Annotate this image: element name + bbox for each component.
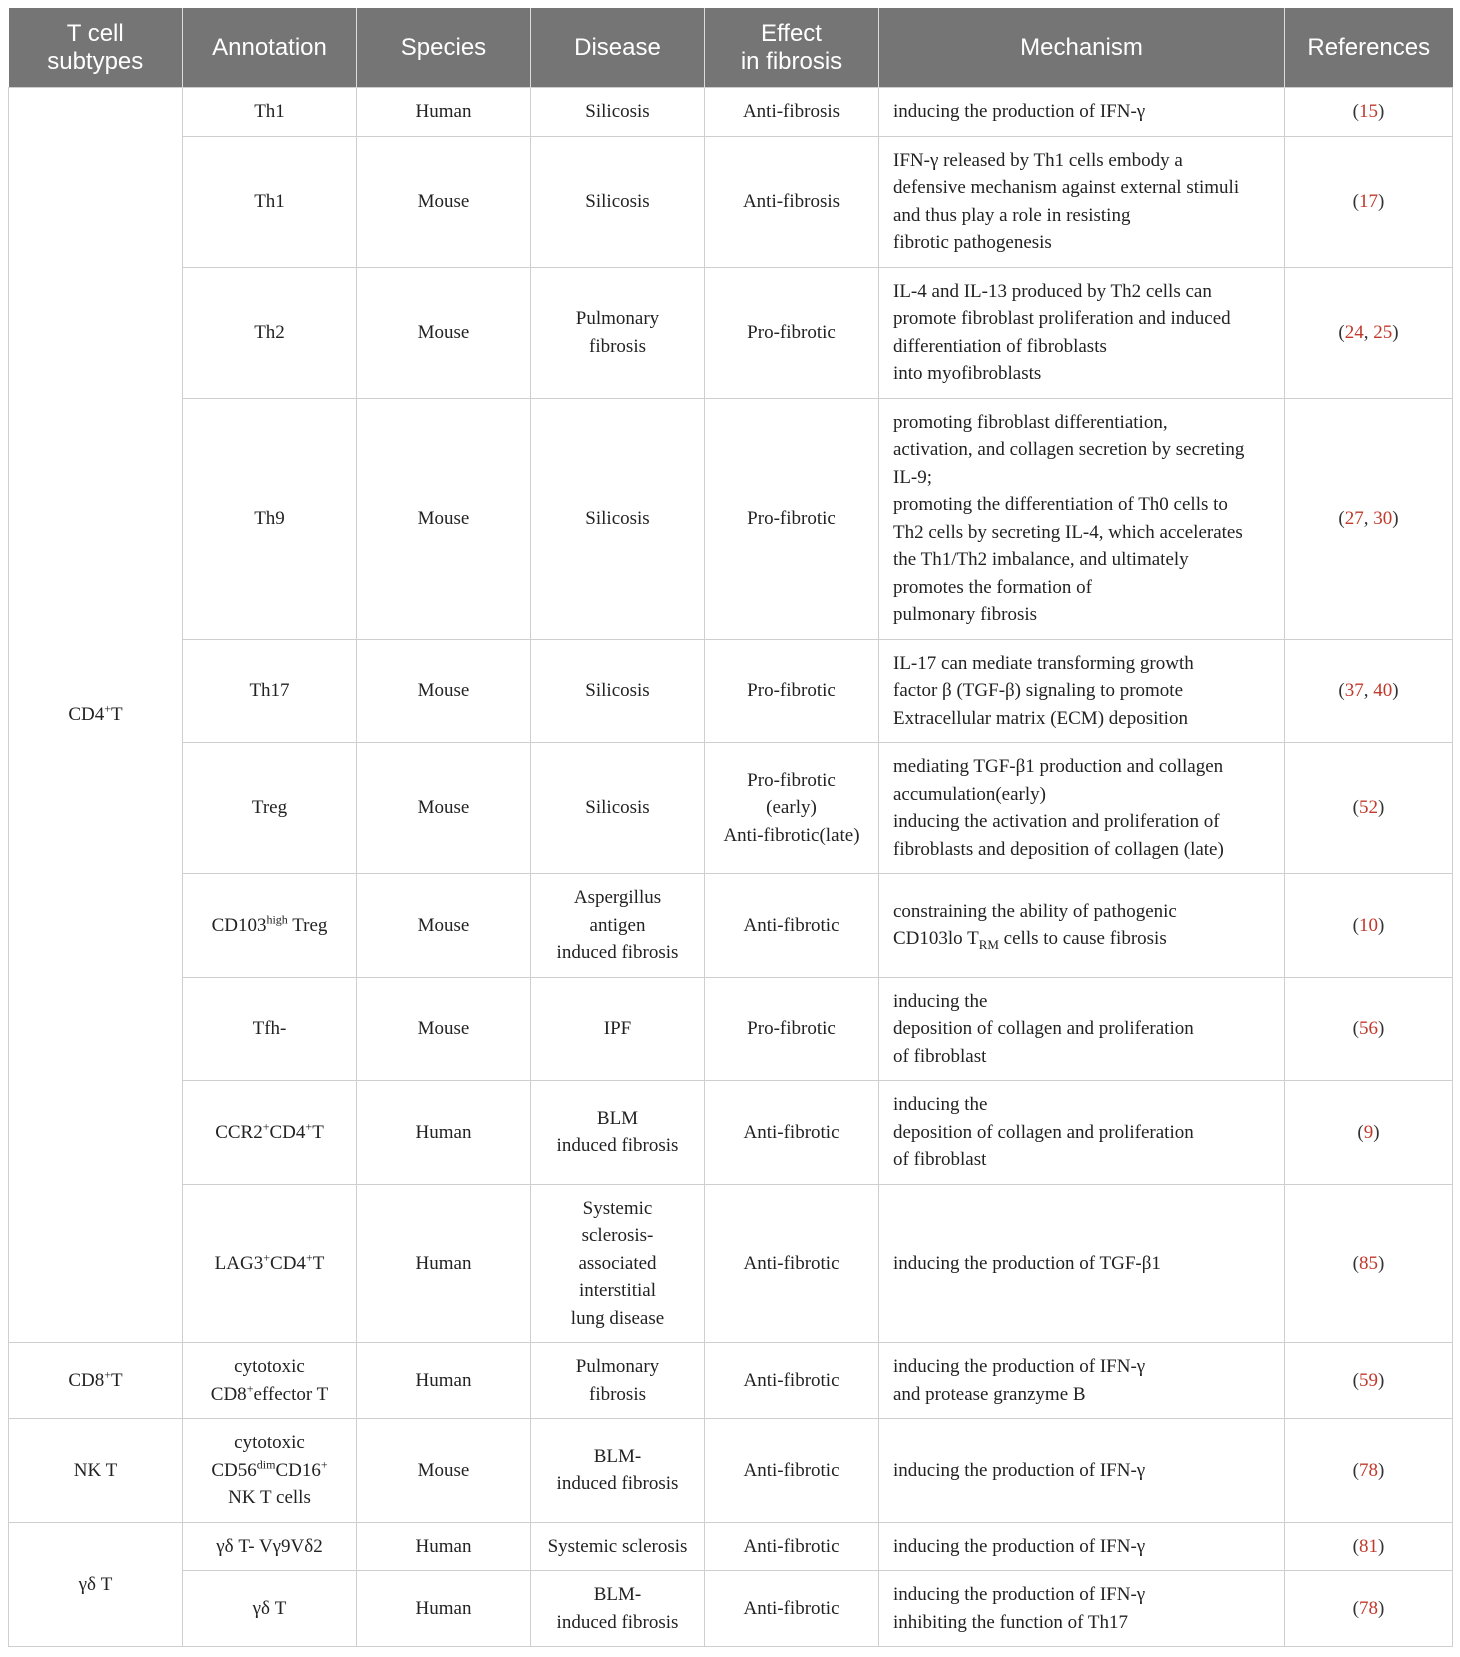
mechanism-cell: inducing the production of TGF-β1: [879, 1184, 1285, 1343]
table-row: [9, 639, 1453, 743]
disease-cell: BLM induced fibrosis: [531, 1081, 705, 1185]
disease-cell: Silicosis: [531, 88, 705, 137]
col-header-references: References: [1285, 8, 1453, 88]
reference-link[interactable]: 10: [1359, 914, 1378, 936]
reference-link[interactable]: 9: [1363, 1121, 1374, 1143]
reference-cell: (27, 30): [1285, 398, 1453, 639]
reference-cell: (85): [1285, 1184, 1453, 1343]
table-row: [9, 1522, 1453, 1571]
effect-cell: Anti-fibrotic: [705, 1081, 879, 1185]
mechanism-cell: inducing the production of IFN-γ: [879, 88, 1285, 137]
species-cell: Mouse: [357, 977, 531, 1081]
species-cell: Mouse: [357, 639, 531, 743]
species-cell: Mouse: [357, 743, 531, 874]
species-cell: Human: [357, 1522, 531, 1571]
annotation-cell: Treg: [183, 743, 357, 874]
reference-cell: (15): [1285, 88, 1453, 137]
mechanism-cell: IFN-γ released by Th1 cells embody a defensive mechanism against external stimuli and thus play a role in resisting fibrotic pathogenesis: [879, 136, 1285, 267]
mechanism-cell: inducing the deposition of collagen and proliferation of fibroblast: [879, 977, 1285, 1081]
table-row: [9, 1343, 1453, 1419]
reference-link[interactable]: 40: [1373, 680, 1393, 701]
effect-cell: Pro-fibrotic: [705, 977, 879, 1081]
disease-cell: Silicosis: [531, 136, 705, 267]
reference-link[interactable]: 37: [1344, 680, 1364, 701]
disease-cell: Pulmonary fibrosis: [531, 1343, 705, 1419]
reference-link[interactable]: 30: [1373, 507, 1393, 529]
reference-link[interactable]: 78: [1359, 1597, 1378, 1619]
mechanism-cell: inducing the production of IFN-γ: [879, 1419, 1285, 1523]
table-row: [9, 267, 1453, 398]
reference-cell: (10): [1285, 874, 1453, 978]
species-cell: Human: [357, 1081, 531, 1185]
species-cell: Human: [357, 88, 531, 137]
reference-cell: (78): [1285, 1571, 1453, 1647]
disease-cell: IPF: [531, 977, 705, 1081]
mechanism-cell: IL-4 and IL-13 produced by Th2 cells can promote fibroblast proliferation and induced differentiation of fibroblasts into myofibroblasts: [879, 267, 1285, 398]
group-cell-cd8: CD8+T: [9, 1343, 183, 1419]
species-cell: Mouse: [357, 398, 531, 639]
reference-link[interactable]: 15: [1359, 101, 1378, 122]
mechanism-cell: inducing the production of IFN-γ and protease granzyme B: [879, 1343, 1285, 1419]
reference-link[interactable]: 24: [1344, 321, 1364, 343]
species-cell: Mouse: [357, 267, 531, 398]
annotation-cell: Th17: [183, 639, 357, 743]
effect-cell: Anti-fibrotic: [705, 1571, 879, 1647]
disease-cell: BLM- induced fibrosis: [531, 1571, 705, 1647]
reference-cell: (81): [1285, 1522, 1453, 1571]
table-row: [9, 1419, 1453, 1523]
group-cell-nkt: NK T: [9, 1419, 183, 1523]
table-row: [9, 743, 1453, 874]
annotation-cell: Th9: [183, 398, 357, 639]
effect-cell: Pro-fibrotic: [705, 267, 879, 398]
disease-cell: Pulmonary fibrosis: [531, 267, 705, 398]
table-row: [9, 88, 1453, 137]
reference-cell: (56): [1285, 977, 1453, 1081]
table-row: [9, 977, 1453, 1081]
effect-cell: Pro-fibrotic: [705, 398, 879, 639]
species-cell: Human: [357, 1184, 531, 1343]
annotation-cell: CCR2+CD4+T: [183, 1081, 357, 1185]
annotation-cell: Th1: [183, 136, 357, 267]
col-header-subtypes: T cell subtypes: [9, 8, 183, 88]
reference-link[interactable]: 25: [1373, 321, 1393, 343]
table-row: [9, 1571, 1453, 1647]
species-cell: Mouse: [357, 1419, 531, 1523]
reference-cell: (59): [1285, 1343, 1453, 1419]
species-cell: Mouse: [357, 136, 531, 267]
table-row: [9, 1184, 1453, 1343]
mechanism-cell: mediating TGF-β1 production and collagen accumulation(early) inducing the activation and proliferation of fibroblasts and deposition of collagen (late): [879, 743, 1285, 874]
effect-cell: Anti-fibrotic: [705, 1184, 879, 1343]
annotation-cell: Tfh-: [183, 977, 357, 1081]
effect-cell: Anti-fibrotic: [705, 1522, 879, 1571]
group-cell-cd4: CD4+T: [9, 88, 183, 1343]
mechanism-cell: inducing the production of IFN-γ: [879, 1522, 1285, 1571]
group-cell-gammadelta: γδ T: [9, 1522, 183, 1647]
disease-cell: Aspergillus antigen induced fibrosis: [531, 874, 705, 978]
annotation-cell: LAG3+CD4+T: [183, 1184, 357, 1343]
reference-link[interactable]: 56: [1359, 1018, 1378, 1039]
effect-cell: Anti-fibrotic: [705, 1419, 879, 1523]
annotation-cell: cytotoxic CD8+effector T: [183, 1343, 357, 1419]
effect-cell: Anti-fibrosis: [705, 88, 879, 137]
reference-link[interactable]: 59: [1359, 1369, 1378, 1391]
col-header-mechanism: Mechanism: [879, 8, 1285, 88]
col-header-disease: Disease: [531, 8, 705, 88]
effect-cell: Anti-fibrosis: [705, 136, 879, 267]
header-row: [9, 8, 1453, 88]
annotation-cell: γδ T- Vγ9Vδ2: [183, 1522, 357, 1571]
annotation-cell: cytotoxic $CD56^{dim}CD16^+$ NK T cells: [183, 1419, 357, 1523]
reference-link[interactable]: 78: [1359, 1459, 1378, 1481]
species-cell: Mouse: [357, 874, 531, 978]
reference-cell: (9): [1285, 1081, 1453, 1185]
reference-cell: (52): [1285, 743, 1453, 874]
reference-link[interactable]: 27: [1344, 507, 1364, 529]
annotation-cell: γδ T: [183, 1571, 357, 1647]
reference-link[interactable]: 81: [1359, 1535, 1378, 1557]
col-header-annotation: Annotation: [183, 8, 357, 88]
col-header-species: Species: [357, 8, 531, 88]
t-cell-subtypes-table: [8, 8, 1453, 1647]
reference-link[interactable]: 52: [1359, 797, 1378, 819]
mechanism-cell: inducing the deposition of collagen and proliferation of fibroblast: [879, 1081, 1285, 1185]
reference-cell: (17): [1285, 136, 1453, 267]
effect-cell: Anti-fibrotic: [705, 874, 879, 978]
reference-link[interactable]: 85: [1359, 1252, 1378, 1274]
reference-link[interactable]: 17: [1359, 190, 1378, 212]
species-cell: Human: [357, 1343, 531, 1419]
mechanism-cell: inducing the production of IFN-γ inhibiting the function of Th17: [879, 1571, 1285, 1647]
disease-cell: Systemic sclerosis: [531, 1522, 705, 1571]
mechanism-cell: constraining the ability of pathogenic CD103lo $T_{RM}$ cells to cause fibrosis: [879, 874, 1285, 978]
annotation-cell: $CD103^{high}$ Treg: [183, 874, 357, 978]
species-cell: Human: [357, 1571, 531, 1647]
disease-cell: Systemic sclerosis- associated interstitial lung disease: [531, 1184, 705, 1343]
annotation-cell: Th1: [183, 88, 357, 137]
table-row: [9, 136, 1453, 267]
reference-cell: (78): [1285, 1419, 1453, 1523]
table-row: [9, 398, 1453, 639]
effect-cell: Pro-fibrotic: [705, 639, 879, 743]
disease-cell: Silicosis: [531, 639, 705, 743]
disease-cell: Silicosis: [531, 743, 705, 874]
table-row: [9, 1081, 1453, 1185]
reference-cell: (37, 40): [1285, 639, 1453, 743]
annotation-cell: Th2: [183, 267, 357, 398]
effect-cell: Anti-fibrotic: [705, 1343, 879, 1419]
mechanism-cell: IL-17 can mediate transforming growth factor β (TGF-β) signaling to promote Extracellular matrix (ECM) deposition: [879, 639, 1285, 743]
mechanism-cell: promoting fibroblast differentiation, activation, and collagen secretion by secreting IL-9; promoting the differentiation of Th0 cells to Th2 cells by secreting IL-4, which accelerates the Th1/Th2 imbalance, and ultimately promotes the formation of pulmonary fibrosis: [879, 398, 1285, 639]
col-header-effect: Effect in fibrosis: [705, 8, 879, 88]
table-container: [8, 8, 1452, 1647]
disease-cell: Silicosis: [531, 398, 705, 639]
effect-cell: Pro-fibrotic (early) Anti-fibrotic(late): [705, 743, 879, 874]
reference-cell: (24, 25): [1285, 267, 1453, 398]
table-row: [9, 874, 1453, 978]
disease-cell: BLM- induced fibrosis: [531, 1419, 705, 1523]
